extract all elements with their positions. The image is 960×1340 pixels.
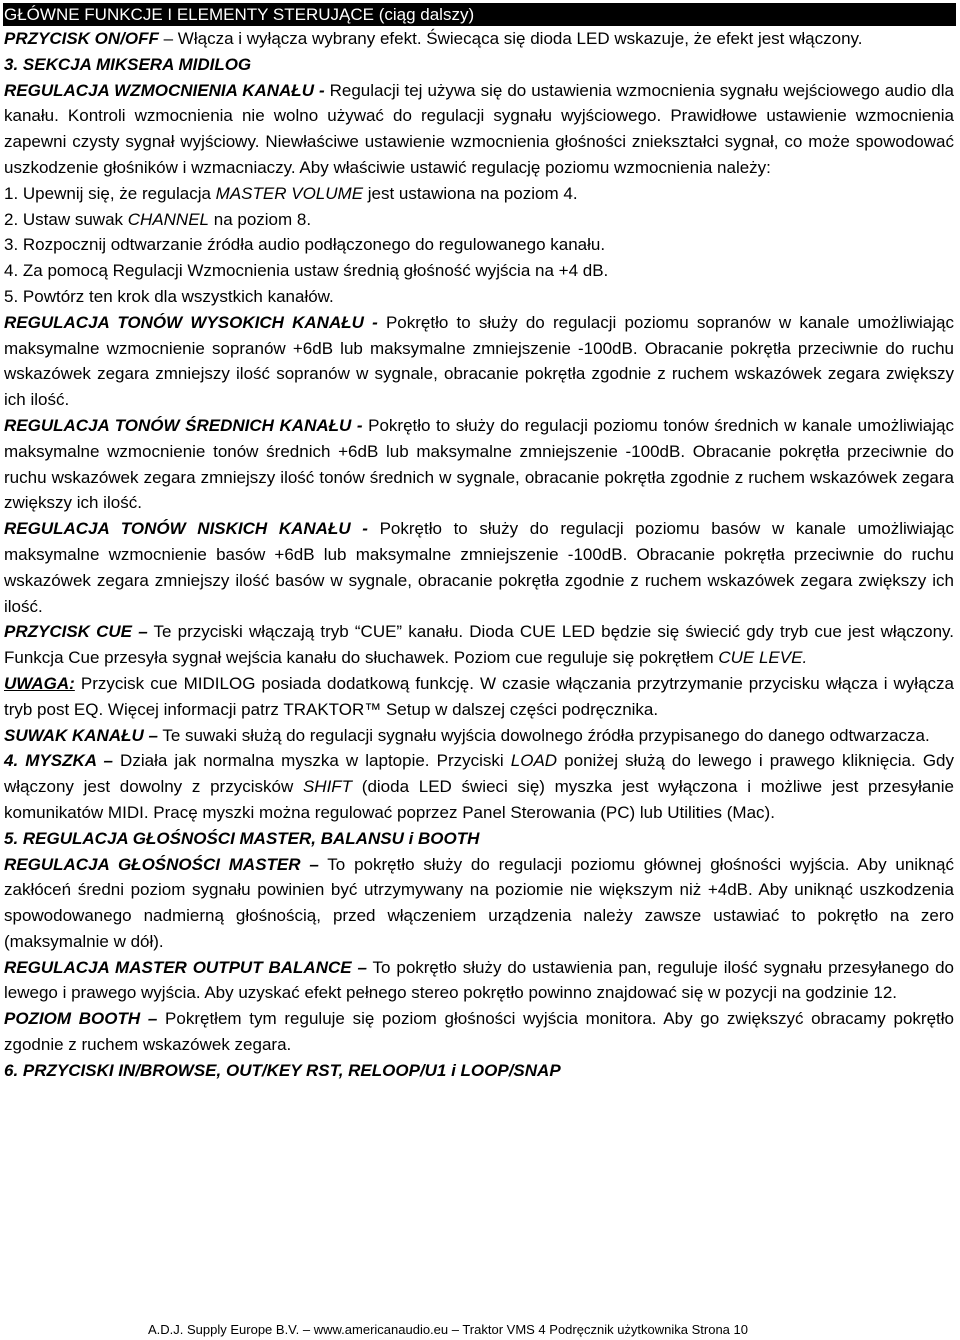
low-eq-label: REGULACJA TONÓW NISKICH KANAŁU - (4, 519, 368, 539)
cue-paragraph (4, 619, 954, 671)
shift-ref: SHIFT (302, 777, 353, 797)
mid-eq-paragraph (4, 413, 954, 516)
low-eq-text: Pokrętło to służy do regulacji poziomu basów w kanale umożliwiając maksymalne wzmocnienie basów +6dB lub maksymalne zmniejszenie -100dB. Obracanie pokrętła przeciwnie do ruchu wskazówek zegara zmniejszy ilość basów w sygnale, obracanie pokrętła zgodnie z ruchem wskazówek zegara zwiększy ich ilość. (4, 519, 955, 616)
gain-step-3: 3. Rozpocznij odtwarzanie źródła audio podłączonego do regulowanego kanału. (4, 235, 606, 255)
load-ref: LOAD (510, 751, 558, 771)
section-header-title: GŁÓWNE FUNKCJE I ELEMENTY STERUJĄCE (ciąg dalszy) (4, 5, 475, 24)
channel-ref: CHANNEL (127, 209, 210, 229)
warning-text: Przycisk cue MIDILOG posiada dodatkową funkcję. W czasie włączania przytrzymanie przycisku włącza i wyłącza tryb post EQ. Więcej informacji patrz TRAKTOR™ Setup w dalszej części podręcznika. (4, 673, 954, 719)
on-off-paragraph (4, 26, 954, 52)
high-eq-text: Pokrętło to służy do regulacji poziomu sopranów w kanale umożliwiając maksymalne wzmocnienie sopranów +6dB lub maksymalne zmniejszenie -100dB. Obracanie pokrętła przeciwnie do ruchu wskazówek zegara zmniejszy ilość sopranów w sygnale, obracanie pokrętła zgodnie z ruchem wskazówek zegara zwiększy ich ilość. (4, 312, 954, 410)
master-volume-ref: MASTER VOLUME (215, 183, 364, 203)
cue-text: Te przyciski włączają tryb “CUE” kanału. Dioda CUE LED będzie się świecić gdy tryb cue jest włączony. Funkcja Cue przesyła sygnał wejścia kanału do słuchawek. Poziom cue reguluje się pokrętłem (4, 622, 954, 668)
on-off-text: – Włącza i wyłącza wybrany efekt. Świecąca się dioda LED wskazuje, że efekt jest włączony. (158, 29, 863, 48)
master-volume-paragraph (4, 852, 954, 955)
gain-step-1: 1. Upewnij się, że regulacja MASTER VOLUME jest ustawiona na poziom 4. (4, 183, 578, 203)
gain-step-4: 4. Za pomocą Regulacji Wzmocnienia ustaw średnią głośność wyjścia na +4 dB. (4, 261, 609, 281)
balance-label: REGULACJA MASTER OUTPUT BALANCE – (4, 957, 367, 977)
high-eq-label: REGULACJA TONÓW WYSOKICH KANAŁU - (4, 312, 378, 332)
section-header-bar (3, 3, 956, 26)
mid-eq-label: REGULACJA TONÓW ŚREDNICH KANAŁU - (4, 415, 363, 435)
mouse-label: 4. MYSZKA – (4, 751, 113, 771)
balance-text: To pokrętło służy do ustawienia pan, reguluje ilość sygnału przesyłanego do lewego i prawego wyjścia. Aby uzyskać efekt pełnego stereo pokrętło powinno znajdować się w pozycji na godzinie 12. (4, 957, 954, 1003)
gain-step-5: 5. Powtórz ten krok dla wszystkich kanałów. (4, 286, 334, 306)
section-5-heading: 5. REGULACJA GŁOŚNOŚCI MASTER, BALANSU i BOOTH (4, 828, 480, 848)
gain-paragraph (4, 78, 954, 181)
mid-eq-text: Pokrętło to służy do regulacji poziomu tonów średnich w kanale umożliwiając maksymalne wzmocnienie tonów średnich +6dB lub maksymalne zmniejszenie -100dB. Obracanie pokrętła przeciwnie do ruchu wskazówek zegara zmniejszy ilość tonów średnich w sygnale, obracanie pokrętła zgodnie z ruchem wskazówek zegara zwiększy ich ilość. (4, 415, 954, 513)
booth-text: Pokrętłem tym reguluje się poziom głośności wyjścia monitora. Aby go zwiększyć obracamy pokrętło zgodnie z ruchem wskazówek zegara. (4, 1009, 954, 1055)
booth-paragraph (4, 1006, 954, 1058)
section-3-heading: 3. SEKCJA MIKSERA MIDILOG (4, 54, 252, 74)
booth-label: POZIOM BOOTH – (4, 1009, 158, 1029)
master-volume-label: REGULACJA GŁOŚNOŚCI MASTER – (4, 854, 319, 874)
section-6-heading: 6. PRZYCISKI IN/BROWSE, OUT/KEY RST, RELOOP/U1 i LOOP/SNAP (4, 1060, 561, 1080)
warning-paragraph (4, 671, 954, 723)
low-eq-paragraph (4, 516, 954, 619)
gain-text: Regulacji tej używa się do ustawienia wzmocnienia sygnału wejściowego audio dla kanału. Kontroli wzmocnienia nie wolno używać do regulacji sygnału wyjściowego. Prawidłowe ustawienie wzmocnienia zapewni czysty sygnał wyjściowy. Niewłaściwe ustawienie wzmocnienia głośności zniekształci sygnał, co może spowodować uszkodzenie głośników i wzmacniaczy. Aby właściwie ustawić regulację poziomu wzmocnienia należy: (4, 80, 954, 177)
manual-content (4, 26, 954, 1084)
master-volume-text: To pokrętło służy do regulacji poziomu głównej głośności wyjścia. Aby uniknąć zakłóceń średni poziom sygnału powinien być utrzymywany na poziomie nie większym niż +4dB. Aby uniknąć uszkodzenia spowodowanego nadmierną głośnością, przed włączeniem urządzenia należy zawsze ustawiać to pokrętło na zero (maksymalnie w dół). (4, 854, 954, 951)
gain-label: REGULACJA WZMOCNIENIA KANAŁU - (4, 80, 325, 100)
warning-label: UWAGA: (4, 673, 75, 693)
balance-paragraph (4, 955, 954, 1007)
mouse-paragraph: 4. MYSZKA – Działa jak normalna myszka w laptopie. Przyciski LOAD poniżej służą do lewego i prawego kliknięcia. Gdy włączony jest dowolny z przycisków SHIFT (dioda LED świeci się) myszka jest wyłączona i możliwe jest przesyłanie komunikatów MIDI. Pracę myszki można regulować poprzez Panel Sterowania (PC) lub Utilities (Mac). (4, 751, 954, 822)
gain-step-2: 2. Ustaw suwak CHANNEL na poziom 8. (4, 209, 312, 229)
cue-level-ref: CUE LEVE. (718, 648, 808, 668)
on-off-label: PRZYCISK ON/OFF (4, 29, 159, 48)
fader-label: SUWAK KANAŁU – (4, 725, 158, 745)
fader-paragraph (4, 723, 954, 749)
high-eq-paragraph (4, 310, 954, 413)
cue-label: PRZYCISK CUE – (4, 622, 148, 642)
fader-text: Te suwaki służą do regulacji sygnału wyjścia dowolnego źródła przypisanego do danego odtwarzacza. (157, 725, 930, 745)
page-footer: A.D.J. Supply Europe B.V. – www.americanaudio.eu – Traktor VMS 4 Podręcznik użytkownika Strona 10 (148, 1322, 748, 1337)
